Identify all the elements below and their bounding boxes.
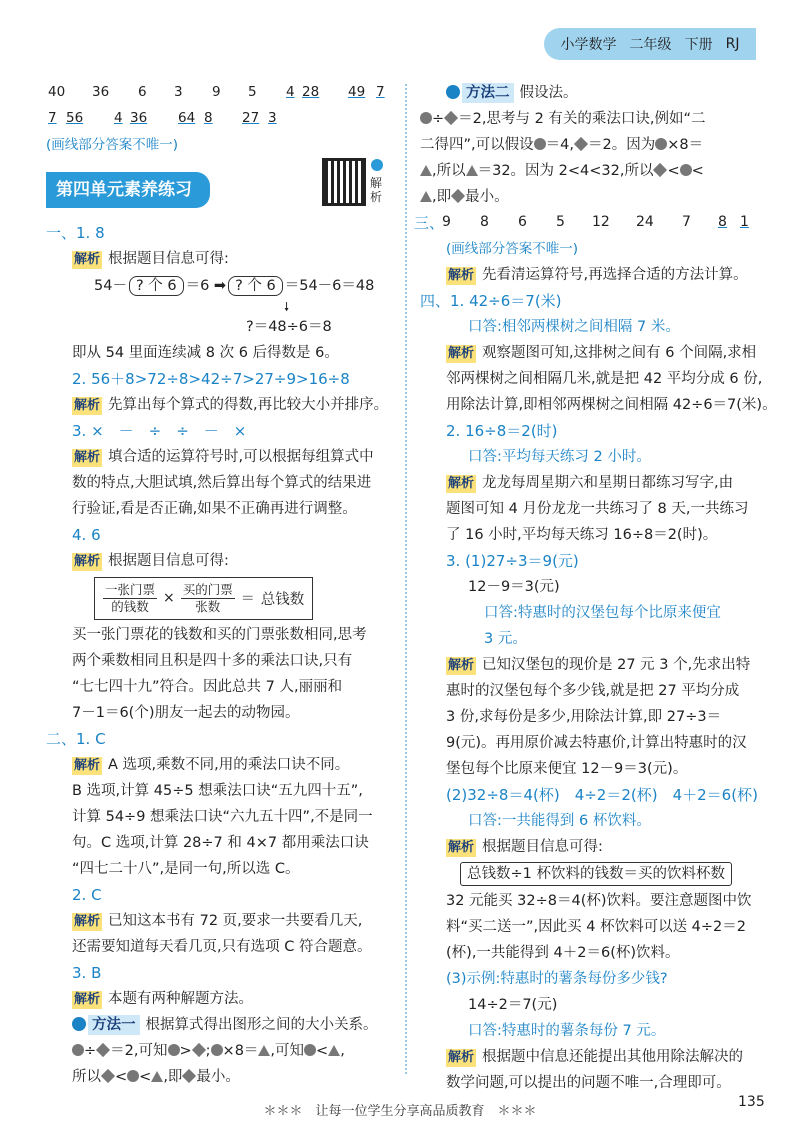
circle-shape xyxy=(655,138,667,150)
answer: 5 xyxy=(556,214,565,230)
analysis-tag: 解析 xyxy=(74,914,101,929)
answer-underlined: 4 xyxy=(114,110,123,126)
q3-answers xyxy=(414,210,760,236)
paragraph: 了 16 小时,平均每天练习 16÷8＝2(时)。 xyxy=(446,527,718,543)
analysis-tag: 解析 xyxy=(448,476,475,491)
q1-1-result: ?＝48÷6＝8 xyxy=(246,319,332,335)
paragraph: (杯),一共能得到 4＋2＝6(杯)饮料。 xyxy=(446,945,680,961)
diamond-shape xyxy=(451,189,465,203)
q1-3-answer: 3. × － ÷ ÷ － × xyxy=(72,422,247,440)
circle-shape xyxy=(680,164,692,176)
formula-box xyxy=(94,577,313,620)
diamond-shape xyxy=(96,1043,110,1057)
answer: 6 xyxy=(138,84,147,100)
method-text: 假设法。 xyxy=(519,85,578,101)
header-grade: 二年级 xyxy=(629,37,672,53)
circle-shape xyxy=(534,138,546,150)
boxed-term: ? 个 6 xyxy=(129,276,184,296)
circle-shape xyxy=(304,1044,316,1056)
answer: 8 xyxy=(480,214,489,230)
qr-code[interactable] xyxy=(322,158,366,206)
method-label: 方法二 xyxy=(462,83,514,103)
header-volume: 下册 xyxy=(684,37,713,53)
qr-label: 解析 xyxy=(370,176,383,204)
formula-box: 总钱数÷1 杯饮料的钱数＝买的饮料杯数 xyxy=(460,862,732,886)
paragraph: 用除法计算,即相邻两棵树之间相隔 42÷6＝7(米)。 xyxy=(446,397,777,413)
paragraph: “四七二十八”,是同一句,所以选 C。 xyxy=(72,861,300,877)
analysis-tag: 解析 xyxy=(448,1050,475,1065)
triangle-shape xyxy=(466,165,478,176)
analysis-tag: 解析 xyxy=(74,758,101,773)
diamond-shape xyxy=(444,111,458,125)
paragraph: 买一张门票花的钱数和买的门票张数相同,思考 xyxy=(72,627,367,643)
eq-part: ＝6 ➡ xyxy=(185,278,227,294)
footer-slogan: ＊＊＊ 让每一位学生分享高品质教育 ＊＊＊ xyxy=(263,1104,537,1119)
triangle-shape xyxy=(151,1071,163,1082)
diamond-shape xyxy=(574,137,588,151)
triangle-shape xyxy=(258,1045,270,1056)
analysis-tag: 解析 xyxy=(448,268,475,283)
q1-2-answer: 2. 56＋8>72÷8>42÷7>27÷9>16÷8 xyxy=(72,370,350,388)
method-icon xyxy=(446,85,460,99)
shape-line: ,即 最小。 xyxy=(420,184,760,210)
q1-4-answer: 4. 6 xyxy=(72,526,101,544)
answer-underlined: 64 xyxy=(178,110,196,126)
down-arrow-icon: 🠗 xyxy=(284,300,290,314)
answer: 40 xyxy=(48,84,66,100)
oral-answer: 口答:相邻两棵树之间相隔 7 米。 xyxy=(468,319,680,335)
column-divider xyxy=(405,84,407,1074)
q2-1-answer: 二、1. C xyxy=(46,730,106,748)
oral-answer: 口答:特惠时的薯条每份 7 元。 xyxy=(468,1023,666,1039)
q4-1-answer: 四、1. 42÷6＝7(米) xyxy=(420,292,562,310)
answer-note: (画线部分答案不唯一) xyxy=(46,137,179,153)
header-edition: RJ xyxy=(725,36,740,52)
answers-row-2 xyxy=(46,106,398,132)
left-column xyxy=(46,80,398,1090)
analysis-text: 根据题目信息可得: xyxy=(108,553,229,569)
shape-line: ÷ ＝2,思考与 2 有关的乘法口诀,例如“二 xyxy=(420,106,760,132)
answer-underlined: 1 xyxy=(740,214,749,230)
section-number: 三、 xyxy=(414,214,445,232)
equation: 14÷2＝7(元) xyxy=(468,997,558,1013)
analysis-text: 先看清运算符号,再选择合适的方法计算。 xyxy=(482,267,748,283)
paragraph: 堡包每个比原来便宜 12－9＝3(元)。 xyxy=(446,761,688,777)
q4-2-answer: 2. 16÷8＝2(时) xyxy=(446,422,558,440)
analysis-tag: 解析 xyxy=(448,658,475,673)
circle-shape xyxy=(168,1044,180,1056)
q2-2-answer: 2. C xyxy=(72,886,102,904)
answer-underlined: 3 xyxy=(268,110,277,126)
oral-answer: 口答:特惠时的汉堡包每个比原来便宜 xyxy=(484,605,721,621)
eq-part: ＝54－6＝48 xyxy=(284,278,375,294)
equals-sign: ＝ xyxy=(240,591,255,607)
analysis-text: 观察题图可知,这排树之间有 6 个间隔,求相 xyxy=(482,345,757,361)
diamond-shape xyxy=(182,1069,196,1083)
shape-line: ,所以 ＝32。因为 2<4<32,所以 < < xyxy=(420,158,760,184)
q2-3-answer: 3. B xyxy=(72,964,102,982)
answer-underlined: 28 xyxy=(302,84,320,100)
triangle-shape xyxy=(420,165,432,176)
paragraph: 两个乘数相同且积是四十多的乘法口诀,只有 xyxy=(72,653,353,669)
paragraph: 计算 54÷9 想乘法口诀“六九五十四”,不是同一 xyxy=(72,809,373,825)
analysis-text: 先算出每个算式的得数,再比较大小并排序。 xyxy=(108,397,389,413)
answer-underlined: 27 xyxy=(242,110,260,126)
formula-box-row xyxy=(420,860,760,888)
shape-line: 二得四”,可以假设 ＝4, ＝2。因为 ×8＝ xyxy=(420,137,704,153)
q4-3-3-question: (3)示例:特惠时的薯条每份多少钱? xyxy=(446,971,668,987)
paragraph: 9(元)。再用原价减去特惠价,计算出特惠时的汉 xyxy=(446,735,747,751)
formula-box-row xyxy=(46,574,398,622)
analysis-text: 根据题目信息可得: xyxy=(482,839,603,855)
analysis-text: 本题有两种解题方法。 xyxy=(108,991,254,1007)
analysis-tag: 解析 xyxy=(74,554,101,569)
analysis-tag: 解析 xyxy=(448,346,475,361)
analysis-text: 根据题中信息还能提出其他用除法解决的 xyxy=(482,1049,744,1065)
paragraph: 3 份,求每份是多少,用除法计算,即 27÷3＝ xyxy=(446,709,722,725)
play-icon xyxy=(371,159,383,171)
shape-conclusion-line: 所以 < < ,即 最小。 xyxy=(72,1069,240,1085)
analysis-text: 已知这本书有 72 页,要求一共要看几天, xyxy=(108,913,363,929)
method-text: 根据算式得出图形之间的大小关系。 xyxy=(145,1017,378,1033)
shape-relation-line: ÷ ＝2,可知 > ; ×8＝ ,可知 < , xyxy=(46,1038,398,1064)
answer-underlined: 7 xyxy=(376,84,385,100)
diamond-shape xyxy=(101,1069,115,1083)
answer: 24 xyxy=(636,214,654,230)
oral-answer: 口答:一共能得到 6 杯饮料。 xyxy=(468,813,651,829)
header-subject: 小学数学 xyxy=(560,37,617,53)
answer-underlined: 7 xyxy=(48,110,57,126)
answer-note: (画线部分答案不唯一) xyxy=(446,241,579,257)
method-label: 方法一 xyxy=(88,1015,140,1035)
diamond-shape xyxy=(653,163,667,177)
answer: 9 xyxy=(442,214,451,230)
formula-total: 总钱数 xyxy=(260,591,305,608)
triangle-shape xyxy=(328,1045,340,1056)
unit-title: 第四单元素养练习 xyxy=(46,172,210,208)
times-sign: × xyxy=(163,590,175,606)
boxed-term: ? 个 6 xyxy=(228,276,283,296)
analysis-tag: 解析 xyxy=(448,840,475,855)
paragraph: 7－1＝6(个)朋友一起去的动物园。 xyxy=(72,705,300,721)
answer: 9 xyxy=(212,84,221,100)
analysis-tag: 解析 xyxy=(74,252,101,267)
analysis-text: 龙龙每周星期六和星期日都练习写字,由 xyxy=(482,475,734,491)
triangle-shape xyxy=(420,191,432,202)
analysis-text: A 选项,乘数不同,用的乘法口诀不同。 xyxy=(108,757,350,773)
page-header-badge xyxy=(544,28,756,60)
paragraph: “七七四十九”符合。因此总共 7 人,丽丽和 xyxy=(72,679,343,695)
paragraph: 句。C 选项,计算 28÷7 和 4×7 都用乘法口诀 xyxy=(72,835,369,851)
circle-shape xyxy=(211,1044,223,1056)
circle-shape xyxy=(127,1070,139,1082)
paragraph: 惠时的汉堡包每个多少钱,就是把 27 平均分成 xyxy=(446,683,740,699)
q4-3-2-answer: (2)32÷8＝4(杯) 4÷2＝2(杯) 4＋2＝6(杯) xyxy=(446,786,758,804)
answer-underlined: 8 xyxy=(204,110,213,126)
oral-answer: 口答:平均每天练习 2 小时。 xyxy=(468,449,651,465)
formula-fraction: $\frac{\text{买的门票}}{\text{张数}}$ xyxy=(182,581,233,614)
analysis-text: 行验证,看是否正确,如果不正确再进行调整。 xyxy=(72,501,357,517)
answer-underlined: 49 xyxy=(348,84,366,100)
paragraph: B 选项,计算 45÷5 想乘法口诀“五九四十五”, xyxy=(72,783,363,799)
analysis-text: 数的特点,大胆试填,然后算出每个算式的结果进 xyxy=(72,475,372,491)
answers-row-1 xyxy=(46,80,398,106)
answer: 5 xyxy=(248,84,257,100)
diamond-shape xyxy=(192,1043,206,1057)
paragraph: 题图可知 4 月份龙龙一共练习了 8 天,一共练习 xyxy=(446,501,749,517)
method-icon xyxy=(72,1017,86,1031)
paragraph: 数学问题,可以提出的问题不唯一,合理即可。 xyxy=(446,1075,731,1091)
analysis-text: 填合适的运算符号时,可以根据每组算式中 xyxy=(108,449,374,465)
oral-answer: 3 元。 xyxy=(484,631,527,647)
q1-1-summary: 即从 54 里面连续减 8 次 6 后得数是 6。 xyxy=(72,345,339,361)
formula-fraction: $\frac{\text{一张门票}}{\text{的钱数}}$ xyxy=(105,581,156,614)
answer: 6 xyxy=(518,214,527,230)
answer-underlined: 56 xyxy=(66,110,84,126)
analysis-tag: 解析 xyxy=(74,450,101,465)
q1-1-answer: 一、1. 8 xyxy=(46,224,105,242)
answer: 7 xyxy=(682,214,691,230)
paragraph: 32 元能买 32÷8＝4(杯)饮料。要注意题图中饮 xyxy=(446,893,752,909)
eq-part: 54－ xyxy=(94,278,127,294)
circle-shape xyxy=(72,1044,84,1056)
analysis-text: 根据题目信息可得: xyxy=(108,251,229,267)
paragraph: 邻两棵树之间相隔几米,就是把 42 平均分成 6 份, xyxy=(446,371,763,387)
circle-shape xyxy=(420,112,432,124)
answer-underlined: 4 xyxy=(286,84,295,100)
answer-underlined: 8 xyxy=(718,214,727,230)
page-number: 135 xyxy=(738,1094,765,1110)
right-column xyxy=(414,80,777,1096)
answer: 12 xyxy=(592,214,610,230)
answer-underlined: 36 xyxy=(130,110,148,126)
answer: 3 xyxy=(174,84,183,100)
q4-3-answer: 3. (1)27÷3＝9(元) xyxy=(446,552,579,570)
answer: 36 xyxy=(92,84,110,100)
equation: 12－9＝3(元) xyxy=(468,579,560,595)
analysis-tag: 解析 xyxy=(74,398,101,413)
paragraph: 还需要知道每天看几页,只有选项 C 符合题意。 xyxy=(72,939,372,955)
q1-1-equation xyxy=(46,272,398,300)
analysis-tag: 解析 xyxy=(74,992,101,1007)
analysis-text: 已知汉堡包的现价是 27 元 3 个,先求出特 xyxy=(482,657,751,673)
paragraph: 料“买二送一”,因此买 4 杯饮料可以送 4÷2＝2 xyxy=(446,919,747,935)
